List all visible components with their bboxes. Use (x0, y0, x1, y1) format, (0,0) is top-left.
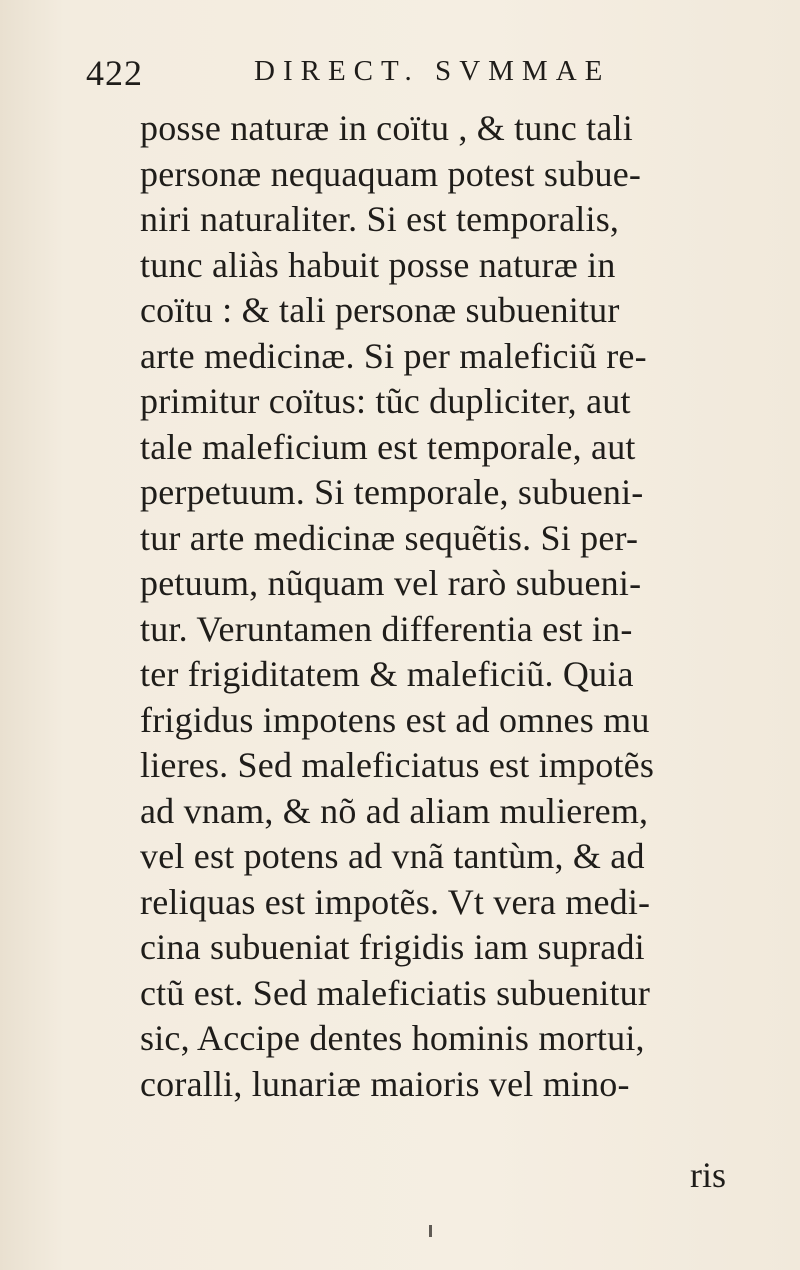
ink-speck (429, 1225, 432, 1237)
text-line: vel est potens ad vnã tantùm, & ad (140, 836, 645, 876)
text-line: lieres. Sed maleficiatus est impotẽs (140, 745, 655, 785)
catchword: ris (690, 1155, 726, 1195)
text-line: frigidus impotens est ad omnes mu (140, 699, 650, 740)
page-number: 422 (86, 53, 143, 93)
text-line: reliquas est impotẽs. Vt vera medi- (140, 881, 651, 922)
text-line: tur arte medicinæ sequẽtis. Si per- (140, 517, 639, 558)
text-line: petuum, nũquam vel rarò subueni- (140, 563, 642, 603)
text-line: perpetuum. Si temporale, subueni- (140, 472, 644, 512)
running-head: DIRECT. SVMMAE (254, 55, 611, 87)
text-line: ter frigiditatem & maleficiũ. Quia (140, 654, 634, 694)
text-line: tunc aliàs habuit posse naturæ in (140, 244, 616, 285)
text-line: tur. Veruntamen differentia est in- (140, 608, 633, 649)
text-line: primitur coïtus: tũc dupliciter, aut (140, 381, 631, 421)
text-line: tale maleficium est temporale, aut (140, 426, 636, 467)
text-line: arte medicinæ. Si per maleficiũ re- (140, 335, 647, 376)
text-line: cina subueniat frigidis iam supradi (140, 927, 645, 967)
text-line: ctũ est. Sed maleficiatis subuenitur (140, 972, 651, 1013)
body-text (140, 106, 760, 1107)
text-line: personæ nequaquam potest subue- (140, 153, 642, 194)
text-line: niri naturaliter. Si est temporalis, (140, 199, 620, 239)
text-line: sic, Accipe dentes hominis mortui, (140, 1018, 645, 1058)
text-line: coralli, lunariæ maioris vel mino- (140, 1063, 630, 1104)
text-line: posse naturæ in coïtu , & tunc tali (140, 108, 633, 148)
text-line: ad vnam, & nõ ad aliam mulierem, (140, 790, 649, 831)
page-header (86, 52, 646, 102)
text-line: coïtu : & tali personæ subuenitur (140, 290, 620, 330)
